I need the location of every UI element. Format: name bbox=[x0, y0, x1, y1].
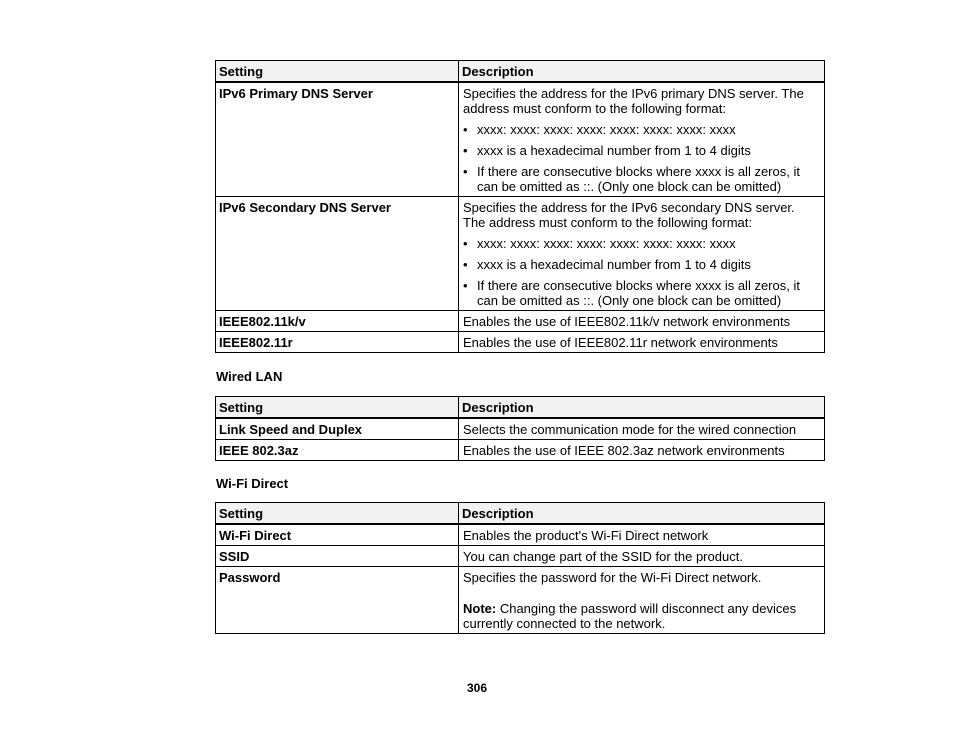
page-number: 306 bbox=[466, 681, 488, 695]
list-item bbox=[463, 278, 810, 308]
description-text: Specifies the password for the Wi-Fi Direct network. bbox=[463, 570, 762, 585]
table-row bbox=[216, 567, 825, 634]
column-header-description: Description bbox=[459, 61, 825, 83]
table-header-row bbox=[216, 61, 825, 83]
note-label: Note: bbox=[463, 601, 497, 616]
setting-wifi-direct: Wi-Fi Direct bbox=[216, 524, 459, 546]
description-cell: Enables the use of IEEE802.11k/v network environments bbox=[459, 311, 825, 332]
list-item bbox=[463, 143, 810, 158]
setting-ieee80211r: IEEE802.11r bbox=[216, 332, 459, 353]
bullet-icon: • bbox=[463, 164, 468, 179]
table-row bbox=[216, 440, 825, 461]
list-item-text: xxxx: xxxx: xxxx: xxxx: xxxx: xxxx: xxxx: xxxx bbox=[477, 236, 736, 251]
section-heading-wifi-direct: Wi-Fi Direct bbox=[216, 476, 289, 491]
description-cell: You can change part of the SSID for the product. bbox=[459, 546, 825, 567]
description-cell: Enables the use of IEEE802.11r network environments bbox=[459, 332, 825, 353]
setting-ipv6-secondary-dns: IPv6 Secondary DNS Server bbox=[216, 197, 459, 311]
table-row bbox=[216, 311, 825, 332]
list-item-text: xxxx is a hexadecimal number from 1 to 4 digits bbox=[477, 257, 751, 272]
bullet-icon: • bbox=[463, 122, 468, 137]
description-cell: Selects the communication mode for the wired connection bbox=[459, 418, 825, 440]
setting-link-speed-duplex: Link Speed and Duplex bbox=[216, 418, 459, 440]
table-row bbox=[216, 82, 825, 197]
list-item-text: xxxx: xxxx: xxxx: xxxx: xxxx: xxxx: xxxx: xxxx bbox=[477, 122, 736, 137]
table-row bbox=[216, 418, 825, 440]
column-header-setting: Setting bbox=[216, 397, 459, 419]
table-row bbox=[216, 524, 825, 546]
section-heading-wired-lan: Wired LAN bbox=[216, 369, 283, 384]
list-item bbox=[463, 236, 810, 251]
note-text: Changing the password will disconnect any devices currently connected to the network. bbox=[463, 601, 797, 631]
list-item-text: If there are consecutive blocks where xxxx is all zeros, it can be omitted as ::. (Only one block can be omitted) bbox=[477, 164, 800, 194]
wifi-direct-table bbox=[215, 502, 825, 634]
description-cell: Enables the use of IEEE 802.3az network environments bbox=[459, 440, 825, 461]
list-item bbox=[463, 257, 810, 272]
table-row bbox=[216, 197, 825, 311]
description-cell bbox=[459, 82, 825, 197]
setting-ssid: SSID bbox=[216, 546, 459, 567]
bullet-list bbox=[463, 122, 810, 194]
bullet-icon: • bbox=[463, 143, 468, 158]
network-settings-table bbox=[215, 60, 825, 353]
bullet-icon: • bbox=[463, 257, 468, 272]
setting-ieee8023az: IEEE 802.3az bbox=[216, 440, 459, 461]
column-header-description: Description bbox=[459, 397, 825, 419]
wired-lan-table bbox=[215, 396, 825, 461]
column-header-setting: Setting bbox=[216, 61, 459, 83]
list-item-text: If there are consecutive blocks where xxxx is all zeros, it can be omitted as ::. (Only one block can be omitted) bbox=[477, 278, 800, 308]
bullet-icon: • bbox=[463, 278, 468, 293]
list-item-text: xxxx is a hexadecimal number from 1 to 4 digits bbox=[477, 143, 751, 158]
bullet-icon: • bbox=[463, 236, 468, 251]
note bbox=[463, 601, 810, 631]
column-header-setting: Setting bbox=[216, 503, 459, 525]
table-header-row bbox=[216, 397, 825, 419]
bullet-list bbox=[463, 236, 810, 308]
list-item bbox=[463, 122, 810, 137]
table-row bbox=[216, 332, 825, 353]
table-header-row bbox=[216, 503, 825, 525]
description-cell bbox=[459, 567, 825, 634]
setting-ieee80211kv: IEEE802.11k/v bbox=[216, 311, 459, 332]
setting-ipv6-primary-dns: IPv6 Primary DNS Server bbox=[216, 82, 459, 197]
list-item bbox=[463, 164, 810, 194]
description-cell bbox=[459, 197, 825, 311]
table-row bbox=[216, 546, 825, 567]
setting-password: Password bbox=[216, 567, 459, 634]
description-text: Specifies the address for the IPv6 primary DNS server. The address must conform to the following format: bbox=[463, 86, 804, 116]
description-cell: Enables the product's Wi-Fi Direct network bbox=[459, 524, 825, 546]
description-text: Specifies the address for the IPv6 secondary DNS server. The address must conform to the following format: bbox=[463, 200, 795, 230]
column-header-description: Description bbox=[459, 503, 825, 525]
